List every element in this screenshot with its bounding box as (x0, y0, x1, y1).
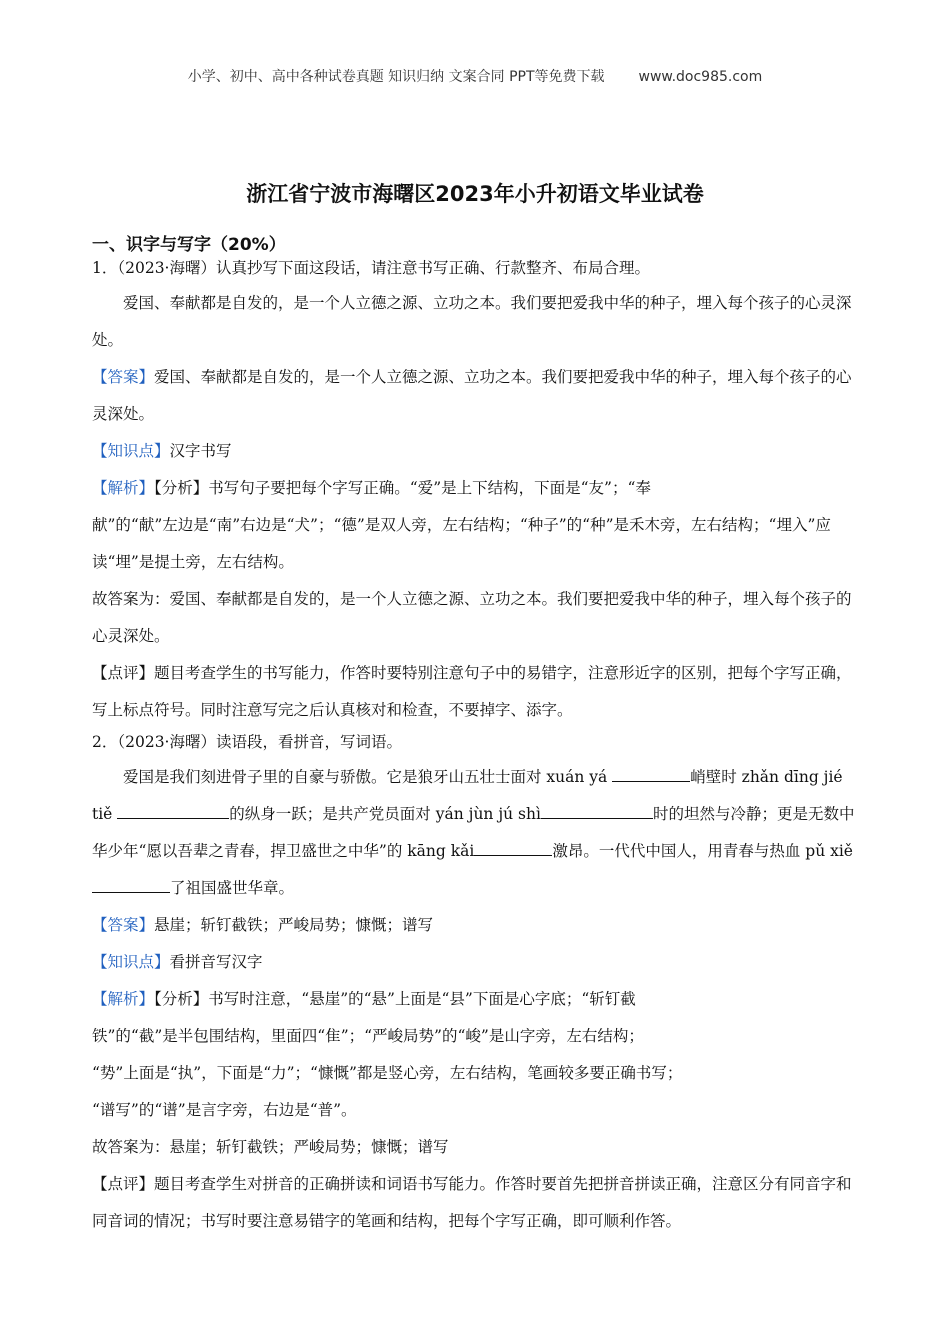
q1-knowledge-text: 汉字书写 (169, 442, 232, 460)
comment-label: 【点评】 (92, 1175, 155, 1193)
blank-5[interactable] (92, 875, 170, 893)
q1-knowledge (92, 433, 860, 470)
q1-comment (92, 655, 860, 729)
header-tagline: 小学、初中、高中各种试卷真题 知识归纳 文案合同 PPT等免费下载 (187, 69, 605, 85)
q2-analysis (92, 981, 860, 1018)
knowledge-label: 【知识点】 (92, 442, 170, 460)
analysis-label: 【解析】 (92, 479, 155, 497)
q1-passage: 爱国、奉献都是自发的，是一个人立德之源、立功之本。我们要把爱我中华的种子，埋入每个孩子的心灵深处。 (92, 294, 852, 349)
document-body (92, 255, 860, 1240)
knowledge-label: 【知识点】 (92, 953, 170, 971)
q2-passage-part4: 时的坦然与冷静；更是无数中华少年“愿以吾辈之青春，捍卫盛世之中华”的 kāng kǎi (92, 805, 855, 860)
q1-analysis-line1: 书写句子要把每个字写正确。“爱”是上下结构，下面是“友”；“奉 (208, 479, 651, 497)
q2-stem: 2．（2023·海曙）读语段，看拼音，写词语。 (92, 733, 402, 751)
q2-answer (92, 907, 860, 944)
conclusion-label: 故答案为： (92, 590, 170, 608)
q2-passage (92, 759, 860, 907)
q2-conclusion-text: 悬崖；斩钉截铁；严峻局势；慷慨；谱写 (169, 1138, 449, 1156)
q2-analysis-line3: “势”上面是“执”，下面是“力”；“慷慨”都是竖心旁，左右结构，笔画较多要正确书写； (92, 1064, 683, 1082)
q1-conclusion (92, 581, 860, 655)
fenxi-label: 【分析】 (154, 479, 209, 497)
q2-answer-text: 悬崖；斩钉截铁；严峻局势；慷慨；谱写 (154, 916, 434, 934)
q1-analysis (92, 470, 860, 507)
answer-label: 【答案】 (92, 368, 155, 386)
q1-conclusion-text: 爱国、奉献都是自发的，是一个人立德之源、立功之本。我们要把爱我中华的种子，埋入每个孩子的心灵深处。 (92, 590, 852, 645)
q1-answer (92, 359, 860, 433)
section-heading: 一、识字与写字（20%） (92, 235, 286, 255)
comment-label: 【点评】 (92, 664, 155, 682)
blank-2[interactable] (117, 801, 229, 819)
q2-passage-part1: 爱国是我们刻进骨子里的自豪与骄傲。它是狼牙山五壮士面对 xuán yá (123, 768, 613, 786)
q2-passage-part6: 了祖国盛世华章。 (170, 879, 295, 897)
fenxi-label: 【分析】 (154, 990, 209, 1008)
blank-3[interactable] (541, 801, 653, 819)
q2-analysis-line2: 铁”的“截”是半包围结构，里面四“隹”；“严峻局势”的“峻”是山字旁，左右结构； (92, 1027, 644, 1045)
q1-comment-text: 题目考查学生的书写能力，作答时要特别注意句子中的易错字，注意形近字的区别，把每个字写正确，写上标点符号。同时注意写完之后认真核对和检查，不要掉字、添字。 (92, 664, 852, 719)
header-site[interactable]: www.doc985.com (638, 69, 763, 85)
blank-1[interactable] (612, 764, 690, 782)
q1-stem: 1．（2023·海曙）认真抄写下面这段话，请注意书写正确、行款整齐、布局合理。 (92, 259, 650, 277)
answer-label: 【答案】 (92, 916, 155, 934)
q2-analysis-line1: 书写时注意，“悬崖”的“悬”上面是“县”下面是心字底；“斩钉截 (208, 990, 636, 1008)
q2-passage-part2: 峭壁时 zhǎn dīng jié tiě (92, 768, 843, 823)
analysis-label: 【解析】 (92, 990, 155, 1008)
q2-analysis-line4: “谱写”的“谱”是言字旁，右边是“普”。 (92, 1101, 357, 1119)
page-header (0, 66, 950, 86)
q1-analysis-cont: 献”的“献”左边是“南”右边是“犬”；“德”是双人旁，左右结构；“种子”的“种”是禾木旁，左右结构；“埋入”应读“埋”是提土旁，左右结构。 (92, 516, 831, 571)
q2-knowledge (92, 944, 860, 981)
q1-answer-text: 爱国、奉献都是自发的，是一个人立德之源、立功之本。我们要把爱我中华的种子，埋入每个孩子的心灵深处。 (92, 368, 852, 423)
conclusion-label: 故答案为： (92, 1138, 170, 1156)
q2-passage-part5: 激昂。一代代中国人，用青春与热血 pǔ xiě (552, 842, 853, 860)
q2-conclusion (92, 1129, 860, 1166)
q2-comment-text: 题目考查学生对拼音的正确拼读和词语书写能力。作答时要首先把拼音拼读正确，注意区分有同音字和同音词的情况；书写时要注意易错字的笔画和结构，把每个字写正确，即可顺利作答。 (92, 1175, 852, 1230)
q2-passage-part3: 的纵身一跃；是共产党员面对 yán jùn jú shì (229, 805, 541, 823)
q2-knowledge-text: 看拼音写汉字 (169, 953, 263, 971)
q2-comment (92, 1166, 860, 1240)
page-title: 浙江省宁波市海曙区2023年小升初语文毕业试卷 (246, 182, 704, 206)
blank-4[interactable] (474, 838, 552, 856)
